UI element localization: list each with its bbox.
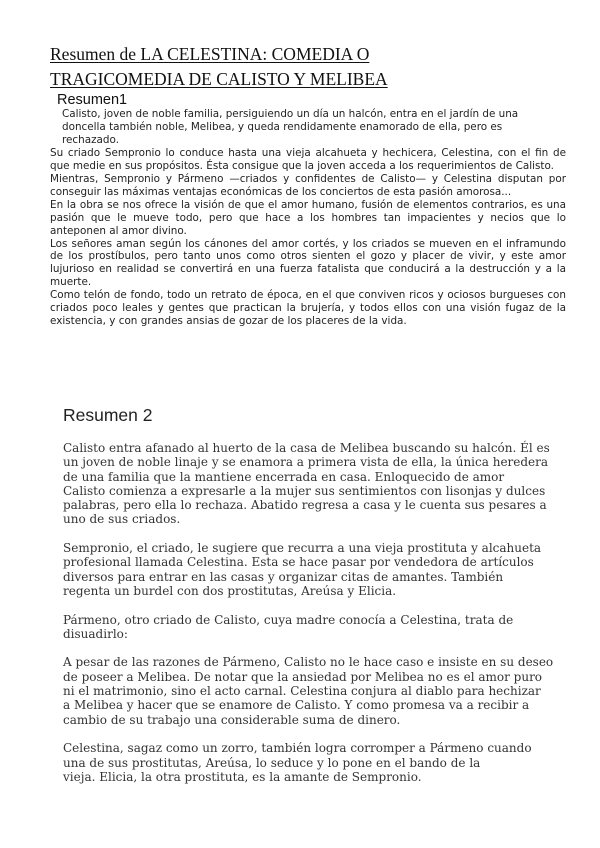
text-line: profesional llamada Celestina. Esta se hace pasar por vendedora de artículos xyxy=(63,555,534,570)
section2-paragraph xyxy=(63,613,533,642)
section2-heading: Resumen 2 xyxy=(63,405,153,425)
text-line: Sempronio, el criado, le sugiere que recurra a una vieja prostituta y alcahueta xyxy=(63,541,542,556)
text-line: a Melibea y hacer que se enamore de Calisto. Y como promesa va a recibir a xyxy=(63,698,530,713)
section1-paragraph: Los señores aman según los cánones del amor cortés, y los criados se mueven en el inframundo de los prostíbulos, pero tanto unos como otros sienten el gozo y placer de vivir, y este amor lujurioso en realidad se convertirá en una fuerza fatalista que conducirá a la destrucción y a la muerte. xyxy=(50,237,566,289)
text-line: vieja. Elicia, la otra prostituta, es la amante de Sempronio. xyxy=(63,769,422,784)
text-line: Calisto entra afanado al huerto de la casa de Melibea buscando su halcón. Él es xyxy=(63,441,550,455)
text-line: de una familia que la mantiene encerrada en casa. Enloquecido de amor xyxy=(63,469,505,484)
text-line: un joven de noble linaje y se enamora a primera vista de ella, la única heredera xyxy=(63,455,549,470)
text-line: Calisto comienza a expresarle a la mujer sus sentimientos con lisonjas y dulces xyxy=(63,483,546,498)
title-line: Resumen de LA CELESTINA: COMEDIA O xyxy=(50,44,370,64)
text-line: palabras, pero ella lo rechaza. Abatido regresa a casa y le cuenta sus pesares a xyxy=(63,498,547,513)
title-line: TRAGICOMEDIA DE CALISTO Y MELIBEA xyxy=(50,69,388,89)
text-line: A pesar de las razones de Pármeno, Calisto no le hace caso e insiste en su deseo xyxy=(63,655,554,670)
text-line: regenta un burdel con dos prostitutas, Areúsa y Elicia. xyxy=(63,583,397,598)
section1-heading: Resumen1 xyxy=(57,92,128,108)
section1-paragraph: Calisto, joven de noble familia, persiguiendo un día un halcón, entra en el jardín de una doncella también noble, Melibea, y queda rendidamente enamorado de ella, pero es rechazado. xyxy=(62,108,519,146)
section1-paragraph: Mientras, Sempronio y Pármeno —criados y confidentes de Calisto— y Celestina disputan por conseguir las máximas ventajas económicas de los conciertos de esta pasión amorosa... xyxy=(50,172,566,198)
section1-paragraph: En la obra se nos ofrece la visión de que el amor humano, fusión de elementos contrarios, es una pasión que le mueve todo, pero que hace a los hombres tan impacientes y necios que lo anteponen al amor divino. xyxy=(50,198,566,237)
text-line: una de sus prostitutas, Areúsa, lo seduce y lo pone en el bando de la xyxy=(63,755,481,770)
section2-paragraph xyxy=(63,541,542,598)
section1-body xyxy=(50,108,566,328)
text-line: Pármeno, otro criado de Calisto, cuya madre conocía a Celestina, trata de xyxy=(63,612,514,627)
text-line: de poseer a Melibea. De notar que la ansiedad por Melibea no es el amor puro xyxy=(63,669,543,684)
section2-body xyxy=(63,441,554,798)
section1-paragraph: Como telón de fondo, todo un retrato de época, en el que conviven ricos y ociosos burgueses con criados poco leales y gentes que practican la brujería, y todos ellos con una visión fugaz de la existencia, y con grandes ansias de gozar de los placeres de la vida. xyxy=(50,289,566,328)
text-line: diversos para entrar en las casas y organizar citas de amantes. También xyxy=(63,569,504,584)
section2-paragraph xyxy=(63,441,550,527)
text-line: uno de sus criados. xyxy=(63,512,181,527)
text-line: cambio de su trabajo una considerable suma de dinero. xyxy=(63,712,401,727)
text-line: ni el matrimonio, sino el acto carnal. Celestina conjura al diablo para hechizar xyxy=(63,684,541,699)
section1-paragraph: Su criado Sempronio lo conduce hasta una vieja alcahueta y hechicera, Celestina, con el fin de que medie en sus propósitos. Ésta consigue que la joven acceda a los requerimientos de Calisto. xyxy=(50,146,566,172)
text-line: Celestina, sagaz como un zorro, también logra corromper a Pármeno cuando xyxy=(63,741,532,756)
document-title xyxy=(50,42,530,92)
section2-paragraph xyxy=(63,655,554,727)
text-line: disuadirlo: xyxy=(63,626,128,641)
section2-paragraph xyxy=(63,741,533,784)
